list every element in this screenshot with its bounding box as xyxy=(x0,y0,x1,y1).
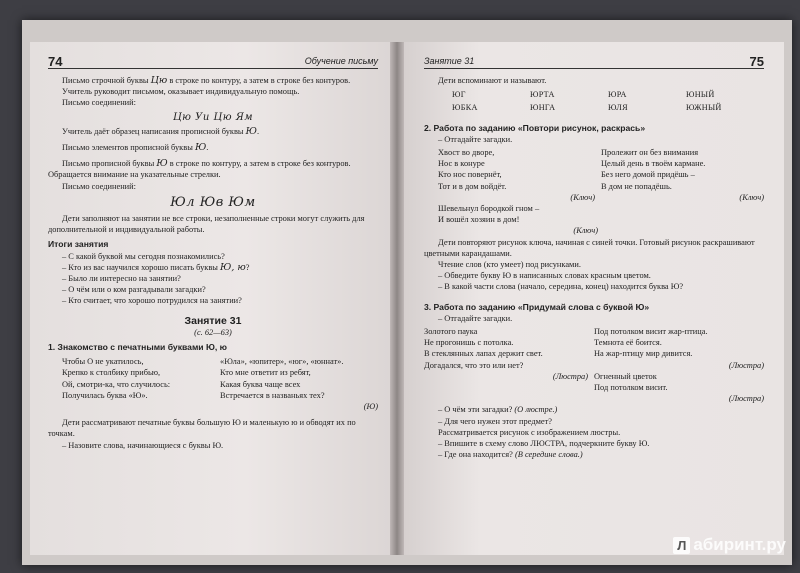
riddle-5-6 xyxy=(594,326,764,404)
word-grid xyxy=(452,89,764,113)
left-page xyxy=(30,42,390,555)
text: ? xyxy=(245,262,250,272)
riddle-line: Под потолком висит. xyxy=(594,383,668,393)
word-item: ЮГ xyxy=(452,90,466,100)
text: – О чём эти загадки? xyxy=(438,405,513,415)
poem-left xyxy=(48,356,220,401)
text: в строке по контуру, а затем в строке без контуров. Обращается внимание на указательные стрелки. xyxy=(48,159,351,180)
labirint-logo-icon: Л xyxy=(673,537,690,554)
script-letter: Цю xyxy=(150,75,168,86)
text: в строке по контуру, а затем в строке без контуров. xyxy=(167,76,351,85)
poem-line: «Юла», «юпитер», «юг», «юннат». xyxy=(220,357,344,367)
paragraph xyxy=(48,75,378,86)
riddle-line: И вошёл хозяин в дом! xyxy=(438,215,520,225)
script-letter: Ю xyxy=(156,158,168,170)
script-letter: Ю xyxy=(245,125,257,137)
riddle-line: Золотого паука xyxy=(424,327,478,337)
poem-right xyxy=(220,356,378,401)
answer-inline: (О люстре.) xyxy=(514,405,558,415)
word-item: ЮЛЯ xyxy=(608,103,628,113)
paragraph xyxy=(48,158,378,180)
word-item: ЮРА xyxy=(608,90,627,100)
summary-item xyxy=(48,262,378,273)
section-2-heading: 2. Работа по заданию «Повтори рисунок, раскрась» xyxy=(424,122,646,133)
paragraph: Письмо соединений: xyxy=(62,98,136,108)
riddle-answer: (Ключ) xyxy=(739,192,764,202)
riddle-line: Целый день в твоём кармане. xyxy=(601,159,706,169)
paragraph: – Обведите букву Ю в написанных словах красным цветом. xyxy=(438,271,651,281)
question: – Для чего нужен этот предмет? xyxy=(438,416,552,426)
riddle-answer: (Люстра) xyxy=(728,394,764,404)
text: Письмо строчной буквы xyxy=(62,76,149,85)
word-item: ЮБКА xyxy=(452,103,478,113)
riddle-line: Темнота её боится. xyxy=(594,338,662,348)
poem-line: Получилась буква «Ю». xyxy=(62,390,148,400)
section-3-heading: 3. Работа по заданию «Придумай слова с буквой Ю» xyxy=(424,301,650,312)
riddle-line: В стеклянных лапах держит свет. xyxy=(424,349,543,359)
riddle-1 xyxy=(424,147,601,203)
lesson-pages: (с. 62—63) xyxy=(194,327,232,337)
paragraph: – Отгадайте загадки. xyxy=(438,313,513,323)
text: Письмо прописной буквы xyxy=(62,159,155,169)
poem-line: Кто мне ответит из ребят, xyxy=(220,368,311,378)
page-number-left: 74 xyxy=(48,53,63,69)
poem-line: Ой, смотри-ка, что случилось: xyxy=(62,379,171,389)
page-number-right: 75 xyxy=(749,53,764,69)
section-1-heading: 1. Знакомство с печатными буквами Ю, ю xyxy=(48,342,227,353)
text: – Где она находится? xyxy=(438,450,513,460)
open-book xyxy=(22,20,792,565)
answer-inline: (В середине слова.) xyxy=(514,450,583,460)
text: Учитель даёт образец написания прописной буквы xyxy=(62,126,244,136)
left-page-header xyxy=(48,50,378,69)
text: Письмо элементов прописной буквы xyxy=(62,143,193,153)
riddle-line: Под потолком висит жар-птица. xyxy=(594,327,708,337)
paragraph: Учитель даёт образец написания прописной буквы Ю. xyxy=(62,125,260,137)
paragraph: Дети вспоминают и называют. xyxy=(438,76,547,85)
riddle-line: Кто нос повернёт, xyxy=(438,170,502,180)
paragraph: Письмо элементов прописной буквы Ю. xyxy=(62,142,209,154)
word-item: ЮНГА xyxy=(530,103,556,113)
riddles-row-2 xyxy=(424,326,764,404)
paragraph: Дети рассматривают печатные буквы большую Ю и маленькую ю и обводят их по точкам. xyxy=(48,418,356,439)
paragraph: – Назовите слова, начинающиеся с буквы Ю. xyxy=(62,440,224,450)
riddle-answer: (Люстра) xyxy=(728,360,764,370)
word-item: ЮЖНЫЙ xyxy=(686,103,722,113)
paragraph: Письмо соединений: xyxy=(62,181,136,191)
word-item: ЮРТА xyxy=(530,90,555,100)
watermark xyxy=(673,535,786,555)
riddle-line: Шевельнул бородкой гном – xyxy=(438,204,540,214)
riddle-line: Хвост во дворе, xyxy=(438,148,495,158)
script-letter: Ю xyxy=(194,142,207,154)
summary-heading: Итоги занятия xyxy=(48,239,109,250)
script-letter: Ю, ю xyxy=(220,261,246,273)
right-page xyxy=(404,42,784,555)
summary-item: – Было ли интересно на занятии? xyxy=(62,274,181,284)
paragraph: Учитель руководит письмом, оказывает индивидуальную помощь. xyxy=(62,87,300,97)
riddle-answer: (Люстра) xyxy=(552,371,588,381)
riddle-line: Догадался, что это или нет? xyxy=(424,360,524,370)
riddle-line: Пролежит он без внимания xyxy=(601,148,699,158)
riddle-line: Нос в конуре xyxy=(438,159,485,169)
riddle-4 xyxy=(424,326,594,404)
riddle-answer: (Ключ) xyxy=(570,192,595,202)
riddle-line: Не прогонишь с потолка. xyxy=(424,338,514,348)
running-title-right: Занятие 31 xyxy=(424,55,475,66)
riddle-line: Без него домой придёшь – xyxy=(601,170,695,180)
running-title-left: Обучение письму xyxy=(304,55,378,66)
paragraph: Чтение слов (кто умеет) под рисунками. xyxy=(438,260,581,270)
book-spine xyxy=(390,42,404,555)
question xyxy=(424,449,764,460)
summary-item: – О чём или о ком разгадывали загадки? xyxy=(62,285,206,295)
paragraph: – Отгадайте загадки. xyxy=(438,134,513,144)
paragraph: – В какой части слова (начало, середина, конец) находится буква Ю? xyxy=(438,282,684,292)
riddle-line: Тот и в дом войдёт. xyxy=(438,181,507,191)
riddle-answer: (Ключ) xyxy=(573,226,598,236)
lesson-title: Занятие 31 xyxy=(184,314,242,327)
poem-answer: (Ю) xyxy=(363,402,378,412)
paragraph: Рассматривается рисунок с изображением люстры. xyxy=(438,427,621,437)
summary-item: – С какой буквой мы сегодня познакомились? xyxy=(62,251,225,261)
paragraph: Дети заполняют на занятии не все строки, незаполненные строки могут служить для дополнительной и индивидуальной работы. xyxy=(48,214,365,235)
riddle-line: На жар-птицу мир дивится. xyxy=(594,349,693,359)
poem-line: Какая буква чаще всех xyxy=(220,379,301,389)
riddle-line: Огненный цветок xyxy=(594,371,657,381)
paragraph: Дети повторяют рисунок ключа, начиная с синей точки. Готовый рисунок раскрашивают цветными карандашами. xyxy=(424,237,755,258)
poem-line: Крепко к столбику прибью, xyxy=(62,368,161,378)
poem-line: Встречается в названьях тех? xyxy=(220,390,325,400)
watermark-text: абиринт.ру xyxy=(693,535,786,554)
script-connections-1: Цю Уи Цю Ям xyxy=(172,111,254,123)
script-connections-2: Юл Юв Юм xyxy=(170,194,256,210)
riddle-line: В дом не попадёшь. xyxy=(601,181,672,191)
text: – Кто из вас научился хорошо писать буквы xyxy=(62,262,218,272)
riddle-3 xyxy=(424,203,598,237)
riddles-row-1 xyxy=(424,147,764,203)
question xyxy=(424,404,764,415)
poem-block xyxy=(48,356,378,401)
riddle-2 xyxy=(601,147,764,203)
paragraph: – Впишите в схему слово ЛЮСТРА, подчеркните букву Ю. xyxy=(438,439,650,449)
summary-item: – Кто считает, что хорошо потрудился на занятии? xyxy=(62,296,242,306)
word-item: ЮНЫЙ xyxy=(686,90,715,100)
right-page-header xyxy=(424,50,764,69)
poem-line: Чтобы О не укатилось, xyxy=(62,357,144,367)
